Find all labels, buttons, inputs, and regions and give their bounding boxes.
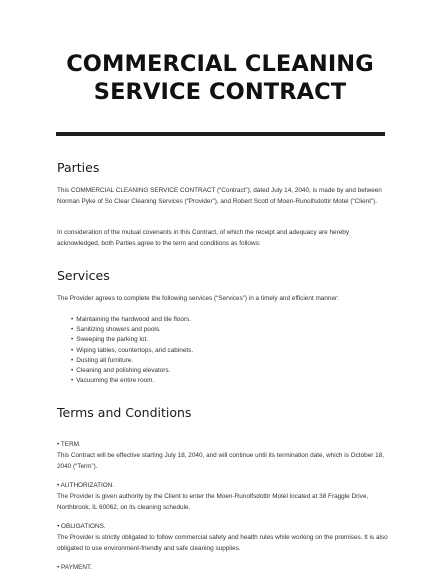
- document-title-line-2: SERVICE CONTRACT: [93, 79, 347, 105]
- parties-paragraph-2: In consideration of the mutual covenants in this Contract, of which the receipt and adequacy are hereby acknowledged, both Parties agree to the term and conditions as follows:: [57, 229, 350, 247]
- term-label: • TERM.: [57, 441, 81, 448]
- service-item: • Vacuuming the entire room.: [71, 376, 193, 386]
- services-intro: The Provider agrees to complete the following services (“Services”) in a timely and efficient manner:: [57, 295, 339, 302]
- service-item: • Cleaning and polishing elevators.: [71, 366, 193, 376]
- parties-heading: Parties: [57, 160, 100, 175]
- parties-paragraph-1: This COMMERCIAL CLEANING SERVICE CONTRACT (“Contract”), dated July 14, 2040, is made by and between Norman Pyke of So Clear Cleaning Services (“Provider”), and Robert Scott of Moen-Runolfsdottir Motel (“Client”).: [57, 187, 382, 205]
- payment-label: • PAYMENT.: [57, 564, 93, 570]
- service-item: • Maintaining the hardwood and tile floors.: [71, 315, 193, 325]
- authorization-label: • AUTHORIZATION.: [57, 482, 115, 489]
- terms-heading: Terms and Conditions: [57, 405, 192, 420]
- term-text: This Contract will be effective starting July 18, 2040, and will continue until its termination date, which is October 18, 2040 (“Term”).: [57, 452, 385, 470]
- obligations-text: The Provider is strictly obligated to follow commercial safety and health rules while working on the premises. It is also obligated to use environment-friendly and safe cleaning supplies.: [57, 534, 388, 552]
- obligations-label: • OBLIGATIONS.: [57, 523, 106, 530]
- title-divider: [56, 132, 385, 136]
- service-item: • Sanitizing showers and pools.: [71, 325, 193, 335]
- service-item: • Dusting all furniture.: [71, 356, 193, 366]
- document-title-line-1: COMMERCIAL CLEANING: [66, 51, 374, 77]
- service-item: • Sweeping the parking lot.: [71, 335, 193, 345]
- services-heading: Services: [57, 268, 110, 283]
- services-list: [71, 315, 193, 386]
- service-item: • Wiping tables, countertops, and cabinets.: [71, 346, 193, 356]
- authorization-text: The Provider is given authority by the Client to enter the Moen-Runolfsdottir Motel located at 38 Fraggle Drive, Northbrook, IL 60062, on its cleaning schedule.: [57, 493, 369, 511]
- document-title: [0, 50, 440, 106]
